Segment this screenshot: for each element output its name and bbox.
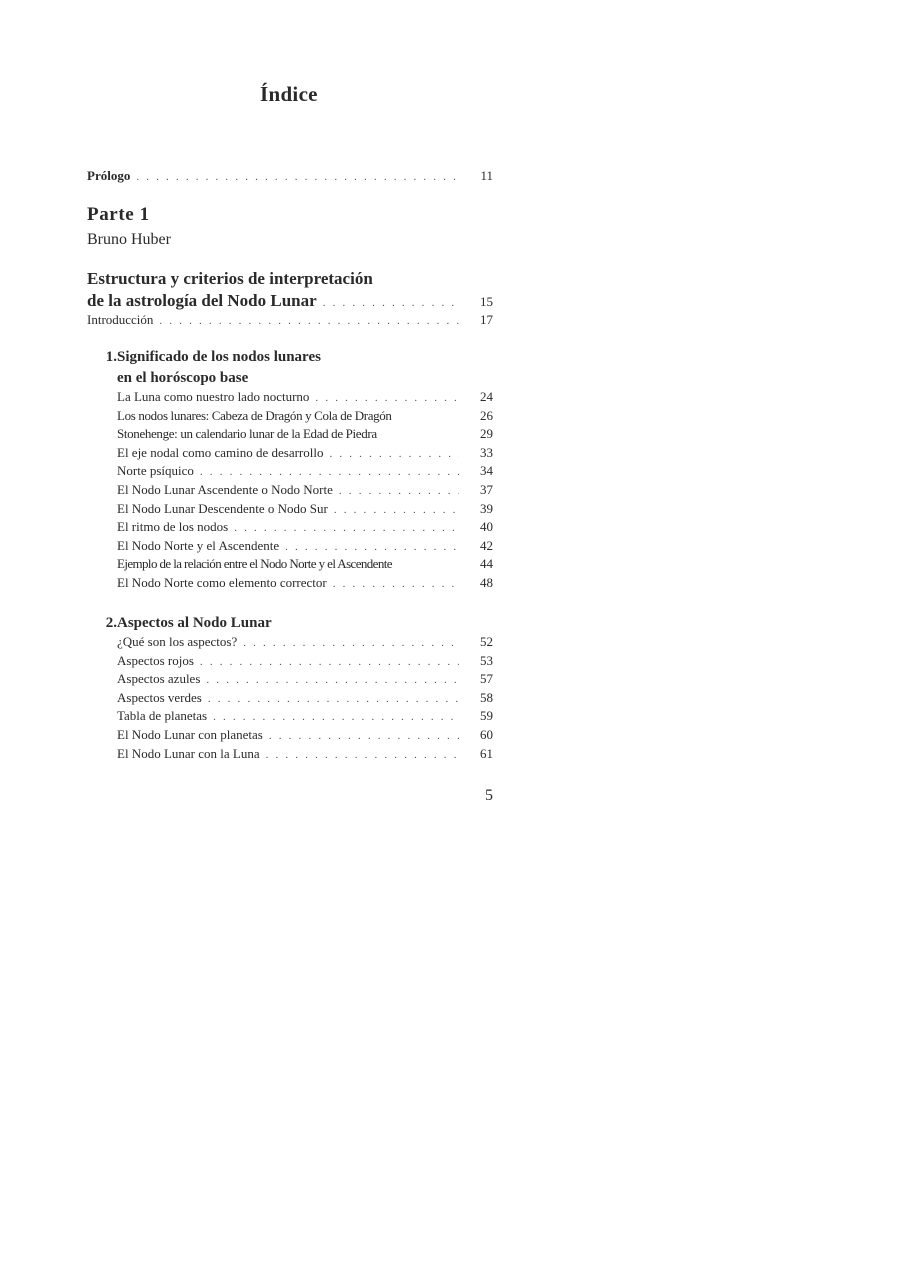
dot-leader xyxy=(266,749,459,761)
toc-page-number: 44 xyxy=(480,556,493,572)
toc-entry[interactable] xyxy=(117,445,493,464)
toc-page-number: 34 xyxy=(480,463,493,479)
toc-entry-label: Aspectos rojos xyxy=(117,652,194,668)
toc-entry[interactable] xyxy=(117,634,493,653)
chapter-heading[interactable] xyxy=(87,613,493,634)
chapter-title-line1: Significado de los nodos lunares xyxy=(117,349,321,365)
toc-page-number: 15 xyxy=(480,294,493,309)
toc-entry[interactable] xyxy=(117,556,493,575)
toc-entry-label: El eje nodal como camino de desarrollo xyxy=(117,444,324,460)
toc-entry-label: Norte psíquico xyxy=(117,463,194,479)
toc-entry-prologue[interactable] xyxy=(87,168,493,188)
index-title: Índice xyxy=(260,82,318,106)
toc-entry[interactable] xyxy=(117,519,493,538)
toc-page-number: 40 xyxy=(480,519,493,535)
toc-entry-label: El ritmo de los nodos xyxy=(117,519,229,535)
toc-entry[interactable] xyxy=(117,746,493,765)
toc-entry-label: El Nodo Lunar Descendente o Nodo Sur xyxy=(117,500,328,516)
toc-entry[interactable] xyxy=(117,727,493,746)
toc-page-number: 17 xyxy=(480,312,493,327)
toc-entry[interactable] xyxy=(117,463,493,482)
part-title: Parte 1 xyxy=(87,204,150,225)
toc-page-number: 61 xyxy=(480,745,493,761)
toc-page-number: 37 xyxy=(480,481,493,497)
toc-page-number: 48 xyxy=(480,574,493,590)
chapter-title-block xyxy=(117,347,321,389)
toc-entry[interactable] xyxy=(117,482,493,501)
chapter-entries xyxy=(117,389,493,594)
chapter-number: 2. xyxy=(105,615,117,631)
toc-page-number: 42 xyxy=(480,537,493,553)
dot-leader xyxy=(329,448,459,460)
page-folio: 5 xyxy=(485,787,493,804)
toc-entry-introduction[interactable] xyxy=(87,312,493,332)
toc-page-number: 11 xyxy=(480,168,493,183)
toc-entry-label: Tabla de planetas xyxy=(117,708,208,724)
chapter-heading[interactable] xyxy=(87,347,493,389)
chapter-title-line1: Aspectos al Nodo Lunar xyxy=(117,615,272,631)
dot-leader xyxy=(136,171,459,183)
toc-page-number: 39 xyxy=(480,500,493,516)
toc-entry[interactable] xyxy=(117,575,493,594)
dot-leader xyxy=(339,485,459,497)
toc-entry[interactable] xyxy=(117,671,493,690)
toc-entry-label: Introducción xyxy=(87,312,154,327)
toc-entry[interactable] xyxy=(117,389,493,408)
toc-entry[interactable] xyxy=(117,538,493,557)
dot-leader xyxy=(334,504,459,516)
toc-page-number: 33 xyxy=(480,444,493,460)
toc-chapter-1 xyxy=(87,347,493,594)
toc-entry[interactable] xyxy=(117,408,493,427)
toc-entry[interactable] xyxy=(117,501,493,520)
toc-entry-label: Prólogo xyxy=(87,168,131,183)
toc-entry-label: El Nodo Norte como elemento corrector xyxy=(117,574,327,590)
dot-leader xyxy=(200,656,459,668)
toc-page-number: 53 xyxy=(480,652,493,668)
toc-page-number: 26 xyxy=(480,407,493,423)
toc-entry-label: El Nodo Lunar Ascendente o Nodo Norte xyxy=(117,481,333,497)
toc-entry-label: La Luna como nuestro lado nocturno xyxy=(117,389,310,404)
toc-page-number: 29 xyxy=(480,426,493,442)
toc-entry-label: Aspectos azules xyxy=(117,671,201,687)
toc-page-number: 52 xyxy=(480,634,493,649)
dot-leader xyxy=(333,578,459,590)
toc-entry[interactable] xyxy=(117,653,493,672)
toc-page-number: 57 xyxy=(480,671,493,687)
part-author: Bruno Huber xyxy=(87,231,171,248)
toc-chapter-2 xyxy=(87,613,493,764)
dot-leader xyxy=(234,522,459,534)
dot-leader xyxy=(213,711,459,723)
toc-page-number: 24 xyxy=(480,389,493,404)
toc-entry-label: El Nodo Norte y el Ascendente xyxy=(117,537,280,553)
dot-leader xyxy=(269,730,459,742)
toc-entry-label: El Nodo Lunar con planetas xyxy=(117,726,263,742)
dot-leader xyxy=(315,392,459,404)
toc-page-number: 60 xyxy=(480,726,493,742)
section-title-line1: Estructura y criterios de interpretación xyxy=(87,269,373,288)
toc-page-number: 58 xyxy=(480,689,493,705)
dot-leader xyxy=(323,297,459,309)
chapter-number: 1. xyxy=(105,349,117,365)
toc-entry[interactable] xyxy=(117,690,493,709)
toc-entry-label: Aspectos verdes xyxy=(117,689,202,705)
dot-leader xyxy=(208,693,459,705)
chapter-entries xyxy=(117,634,493,764)
dot-leader xyxy=(200,466,459,478)
dot-leader xyxy=(285,541,459,553)
dot-leader xyxy=(159,315,459,327)
dot-leader xyxy=(243,637,459,649)
chapter-title-line2: en el horóscopo base xyxy=(117,370,249,386)
toc-entry[interactable] xyxy=(117,426,493,445)
toc-page-number: 59 xyxy=(480,708,493,724)
toc-entry-label: Stonehenge: un calendario lunar de la Edad de Piedra xyxy=(117,426,377,442)
toc-entry[interactable] xyxy=(117,708,493,727)
section-title-line2: de la astrología del Nodo Lunar xyxy=(87,291,317,310)
toc-entry-label: El Nodo Lunar con la Luna xyxy=(117,745,260,761)
toc-entry-label: Los nodos lunares: Cabeza de Dragón y Cola de Dragón xyxy=(117,407,392,423)
dot-leader xyxy=(206,674,459,686)
toc-entry-label: Ejemplo de la relación entre el Nodo Norte y el Ascendente xyxy=(117,556,392,572)
toc-section-structure[interactable] xyxy=(87,269,493,313)
toc-entry-label: ¿Qué son los aspectos? xyxy=(117,634,238,649)
